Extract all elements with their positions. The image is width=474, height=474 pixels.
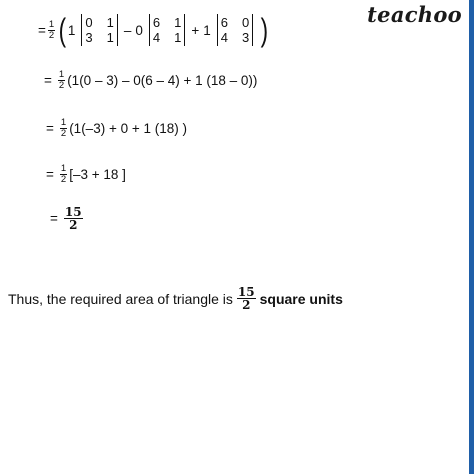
close-paren: )	[260, 12, 269, 48]
step-5	[50, 206, 85, 231]
term1-coef: 1	[67, 22, 76, 38]
determinant-1: 0 1 3 1	[78, 14, 120, 46]
equals-sign: =	[38, 22, 46, 38]
minus-sign: –	[123, 22, 132, 38]
determinant-2: 6 1 4 1	[146, 14, 188, 46]
conclusion-text: Thus, the required area of triangle is	[8, 290, 233, 307]
step-4-expression: [–3 + 18 ]	[69, 167, 126, 182]
conclusion-line	[8, 286, 343, 311]
step-3	[46, 118, 187, 139]
term2-coef: 0	[135, 22, 143, 38]
area-units: square units	[259, 290, 343, 307]
result-fraction: $\frac{15}{2}$	[64, 205, 82, 232]
step-1	[38, 14, 270, 46]
term3-coef: 1	[203, 22, 211, 38]
right-edge-bar	[469, 0, 474, 474]
open-paren: (	[58, 12, 67, 48]
equals-sign: =	[46, 167, 54, 182]
half-fraction: $\frac{1}{2}$	[58, 69, 65, 91]
equals-sign: =	[44, 73, 52, 88]
teachoo-logo: teachoo	[367, 2, 462, 27]
equals-sign: =	[46, 121, 54, 136]
step-2-expression: (1(0 – 3) – 0(6 – 4) + 1 (18 – 0))	[67, 73, 258, 88]
step-2	[44, 70, 257, 91]
equals-sign: =	[50, 211, 58, 226]
half-fraction: $\frac{1}{2}$	[60, 117, 67, 139]
half-fraction: $\frac{1}{2}$	[60, 163, 67, 185]
step-4	[46, 164, 126, 185]
determinant-3: 6 0 4 3	[214, 14, 256, 46]
area-fraction: $\frac{15}{2}$	[237, 285, 255, 312]
plus-sign: +	[191, 22, 200, 38]
step-3-expression: (1(–3) + 0 + 1 (18) )	[69, 121, 187, 136]
half-fraction: $\frac{1}{2}$	[48, 18, 55, 41]
